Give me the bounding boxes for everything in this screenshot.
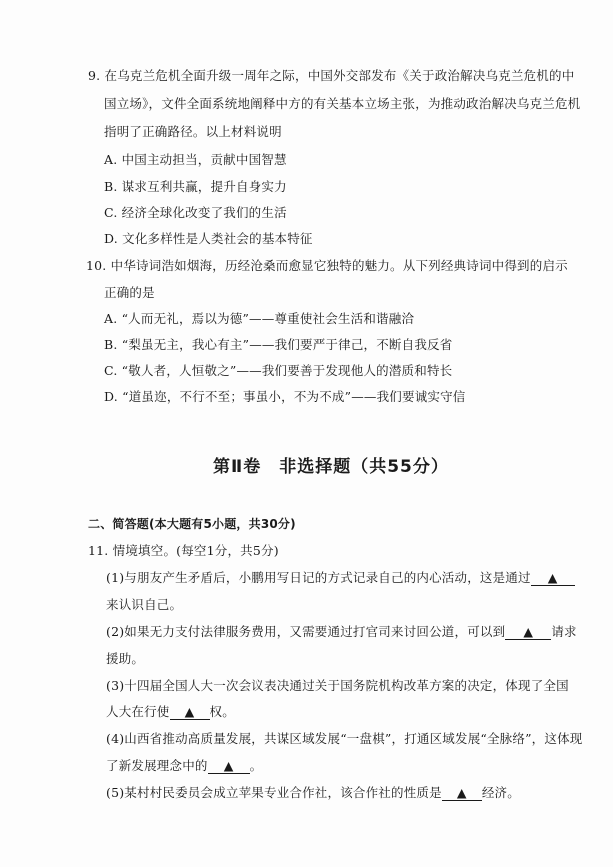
answer-blank-3[interactable]: ▲ — [170, 704, 210, 720]
q9-option-b: B. 谋求互利共赢，提升自身实力 — [104, 179, 287, 194]
q9-stem-line1: 9. 在乌克兰危机全面升级一周年之际，中国外交部发布《关于政治解决乌克兰危机的中 — [88, 68, 575, 83]
q11-item1-line1 — [106, 569, 575, 587]
section2-heading: 二、简答题(本大题有5小题，共30分) — [88, 517, 296, 531]
q11-item2-text: (2)如果无力支付法律服务费用，又需要通过打官司来讨回公道，可以到 — [106, 624, 506, 639]
q11-item5-line1 — [106, 784, 520, 802]
q10-option-c: C. “敬人者，人恒敬之”——我们要善于发现他人的潜质和特长 — [104, 363, 453, 378]
q11-item5-text: (5)某村村民委员会成立苹果专业合作社，该合作社的性质是 — [106, 785, 442, 800]
q11-item1-text: (1)与朋友产生矛盾后，小鹏用写日记的方式记录自己的内心活动，这是通过 — [106, 570, 531, 585]
q11-item4-post: 。 — [249, 758, 263, 773]
q11-item2-line1 — [106, 623, 577, 641]
q10-stem-line1: 10. 中华诗词浩如烟海，历经沧桑而愈显它独特的魅力。从下列经典诗词中得到的启示 — [86, 258, 568, 273]
answer-blank-4[interactable]: ▲ — [208, 758, 250, 774]
q11-item4-line1: (4)山西省推动高质量发展，共谋区域发展“一盘棋”，打通区域发展“全脉络”，这体现 — [106, 731, 583, 746]
q9-stem-line3: 指明了正确路径。以上材料说明 — [104, 124, 282, 139]
q10-stem-line2: 正确的是 — [104, 285, 155, 300]
q10-option-a: A. “人而无礼，焉以为德”——尊重使社会生活和谐融洽 — [104, 311, 415, 326]
answer-blank-1[interactable]: ▲ — [531, 570, 575, 586]
q9-stem-line2: 国立场》，文件全面系统地阐释中方的有关基本立场主张，为推动政治解决乌克兰危机 — [104, 96, 581, 111]
q11-item3-line2 — [106, 703, 235, 721]
q11-item4-cont: 了新发展理念中的 — [106, 758, 208, 773]
q11-item4-line2 — [106, 757, 262, 775]
q10-option-d: D. “道虽迩，不行不至；事虽小，不为不成”——我们要诚实守信 — [104, 389, 466, 404]
part2-title: 第Ⅱ卷 非选择题（共55分） — [213, 457, 449, 477]
q11-item1-line2: 来认识自己。 — [106, 597, 183, 612]
q9-option-d: D. 文化多样性是人类社会的基本特征 — [104, 231, 313, 246]
q9-option-c: C. 经济全球化改变了我们的生活 — [104, 205, 287, 220]
q11-item3-cont: 人大在行使 — [106, 704, 170, 719]
answer-blank-5[interactable]: ▲ — [442, 785, 482, 801]
q11-title: 11. 情境填空。(每空1分，共5分) — [88, 543, 279, 558]
answer-blank-2[interactable]: ▲ — [505, 624, 551, 640]
q11-item2-post: 请求 — [551, 624, 577, 639]
q11-item2-line2: 援助。 — [106, 651, 145, 666]
q10-option-b: B. “梨虽无主，我心有主”——我们要严于律己，不断自我反省 — [104, 337, 453, 352]
q11-item3-post: 权。 — [209, 704, 235, 719]
q11-item3-line1: (3)十四届全国人大一次会议表决通过关于国务院机构改革方案的决定，体现了全国 — [106, 678, 569, 693]
q11-item5-post: 经济。 — [481, 785, 520, 800]
q9-option-a: A. 中国主动担当，贡献中国智慧 — [104, 152, 287, 167]
